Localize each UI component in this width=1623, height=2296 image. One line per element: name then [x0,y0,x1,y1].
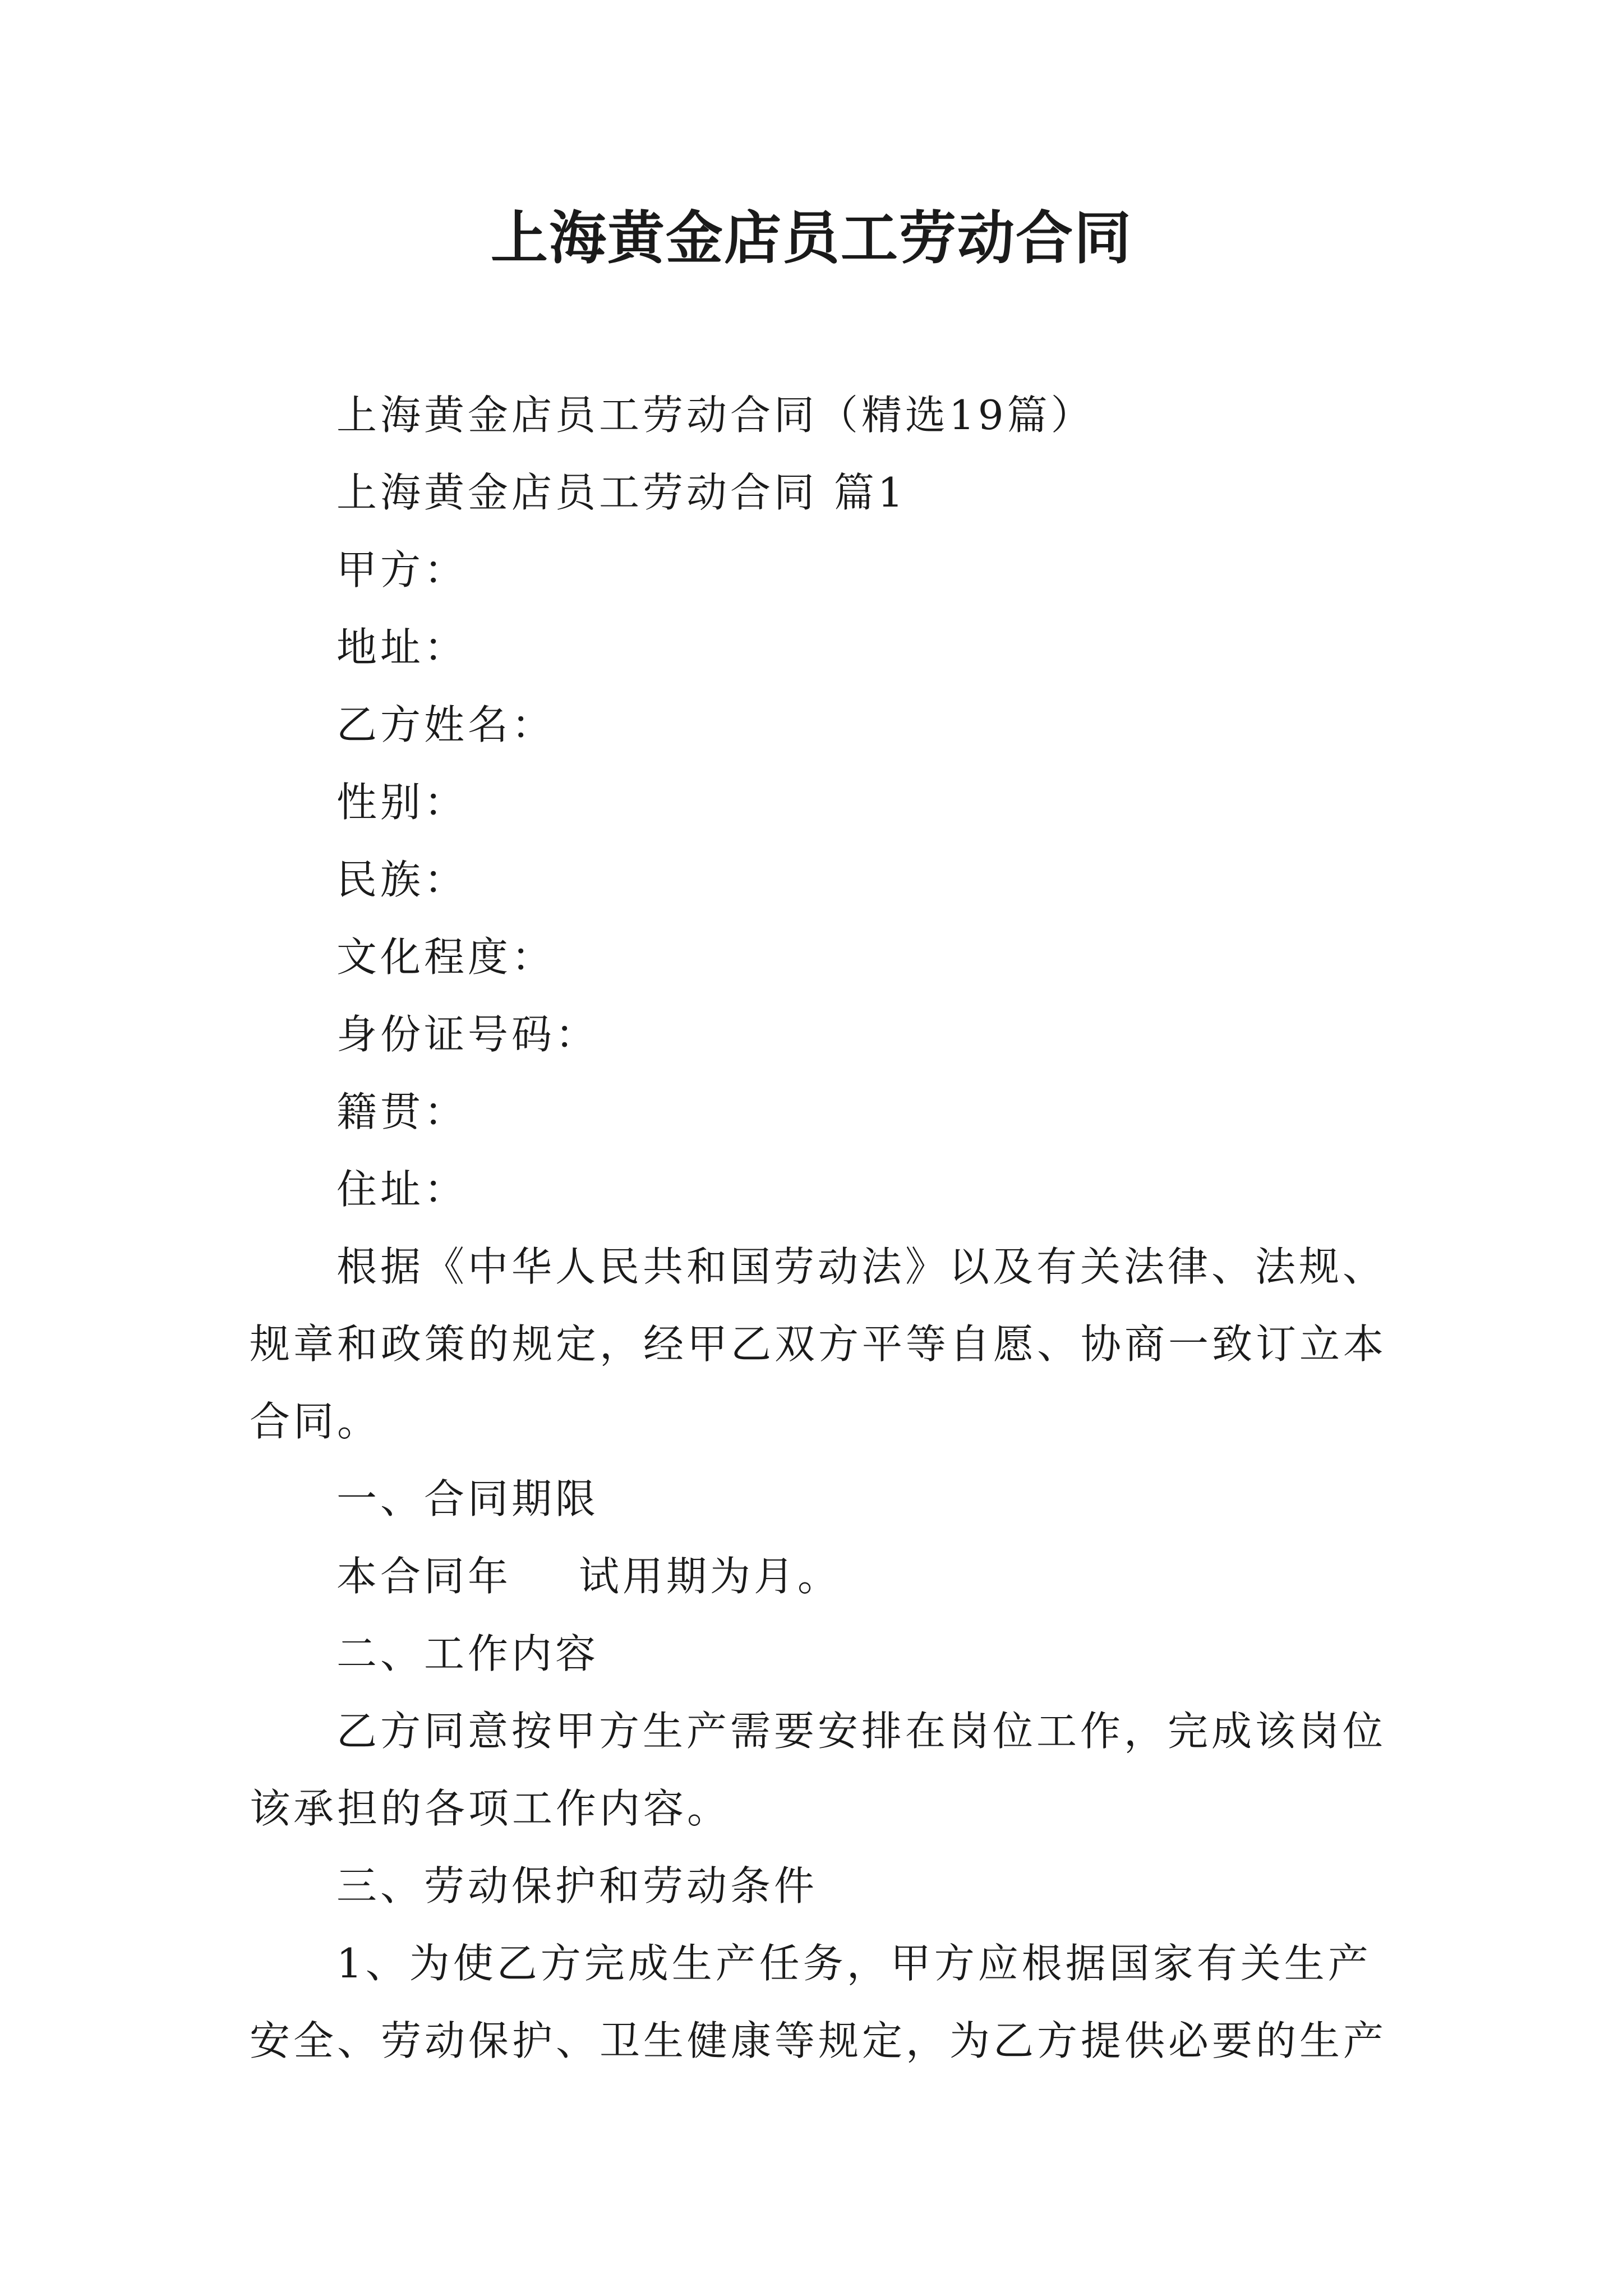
clause-3-text-line: 1、为使乙方完成生产任务，甲方应根据国家有关生产 [336,1940,1372,1987]
field-address: 地址： [336,624,468,671]
clause-2-text-line: 该承担的各项工作内容。 [250,1785,731,1832]
field-residence: 住址： [336,1166,468,1213]
field-gender: 性别： [336,779,468,826]
field-party-a: 甲方： [336,546,468,593]
clause-1-probation: 试用期为月。 [579,1553,842,1600]
section-heading: 上海黄金店员工劳动合同 篇1 [336,469,907,516]
field-id-number: 身份证号码： [336,1011,600,1058]
document-title: 上海黄金店员工劳动合同 [491,205,1132,272]
clause-3-text-line: 安全、劳动保护、卫生健康等规定，为乙方提供必要的生产 [250,2017,1387,2064]
clause-2-text-line: 乙方同意按甲方生产需要安排在岗位工作，完成该岗位 [336,1708,1387,1755]
field-native-place: 籍贯： [336,1088,468,1135]
clause-1-heading: 一、合同期限 [336,1475,600,1522]
clause-1-text [336,1548,841,1604]
intro-paragraph-line: 合同。 [250,1398,381,1445]
intro-paragraph-line: 规章和政策的规定，经甲乙双方平等自愿、协商一致订立本 [250,1320,1387,1368]
field-education: 文化程度： [336,933,556,981]
clause-1-term: 本合同年 [336,1553,512,1600]
intro-paragraph-line: 根据《中华人民共和国劳动法》以及有关法律、法规、 [336,1243,1387,1290]
document-subtitle: 上海黄金店员工劳动合同（精选19篇） [336,392,1095,439]
field-ethnicity: 民族： [336,856,468,903]
clause-3-heading: 三、劳动保护和劳动条件 [336,1862,818,1910]
field-party-b-name: 乙方姓名： [336,701,556,748]
clause-2-heading: 二、工作内容 [336,1630,600,1677]
